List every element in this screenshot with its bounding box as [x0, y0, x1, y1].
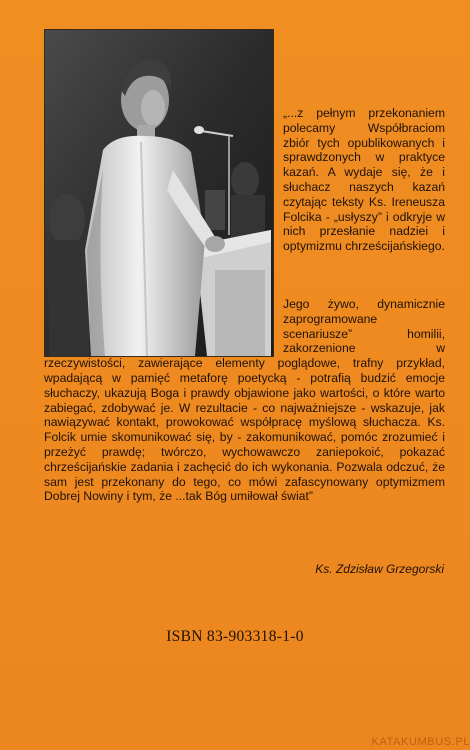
- quote-paragraph-2: Jego żywo, dynamicznie zaprogramowane scenariusze” homilii, zakorzenione w rzeczywistości, zawierające elementy poglądowe, trafny przykład, wpadającą w pamięć metaforę poetycką - potrafią budzić emocje słuchaczy, ukazują Boga i prawdy objawione jako wartości, o które warto zabiegać, zdobywać je. W rezultacie - co najważniejsze - wskazuje, jak nawiązywać kontakt, prowokować współpracę myślową słuchacza. Ks. Folcik umie skomunikować się, by - zakomunikować, pomóc zrozumieć i przeżyć prawdę; twórczo, wychowawczo zaniepokoić, pokazać chrześcijańskie zadania i zachęcić do ich wykonania. Pozwala odczuć, że sam jest przekonany do tego, co mówi zafascynowany optymizmem Dobrej Nowiny i tym, że ...tak Bóg umiłował świat”: [44, 297, 445, 504]
- quote-opening: [283, 106, 445, 254]
- author-signature: Ks. Zdzisław Grzegorski: [315, 562, 444, 576]
- quote-continuation: [44, 297, 445, 504]
- watermark-text: KATAKUMBUS.PL: [371, 736, 470, 748]
- isbn-number: ISBN 83-903318-1-0: [166, 628, 304, 645]
- quote-paragraph-1: „...z pełnym przekonaniem polecamy Współbraciom zbiór tych opublikowanych i sprawdzonych w praktyce kazań. A wydaje się, że i słuchacz naszych kazań czytając teksty Ks. Ireneusza Folcika - „usłyszy” i odkryje w nich przesłanie nadziei i optymizmu chrześcijańskiego.: [283, 106, 445, 254]
